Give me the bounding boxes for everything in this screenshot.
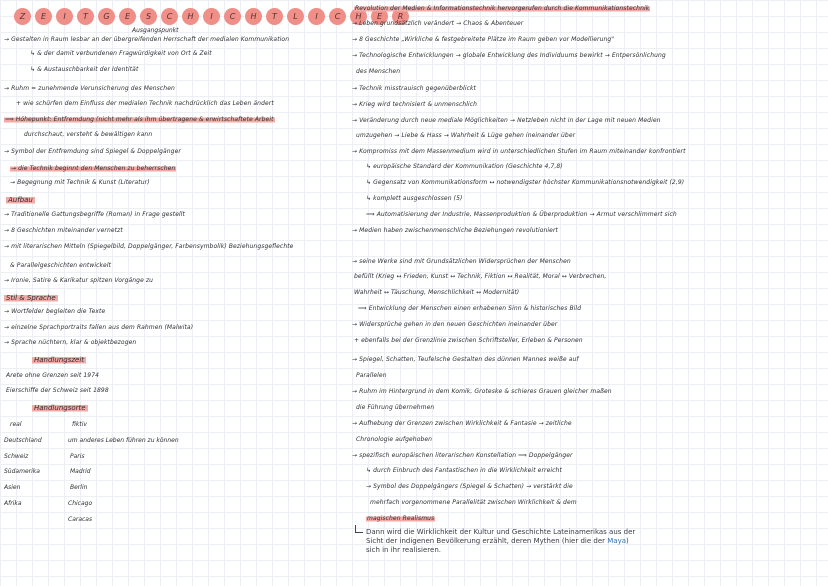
note-line: → Traditionelle Gattungsbegriffe (Roman) in Frage gestellt bbox=[4, 211, 185, 218]
title-letter-circle: R bbox=[392, 8, 409, 25]
title-letter-circle: H bbox=[350, 8, 367, 25]
title-letter-circle: C bbox=[224, 8, 241, 25]
note-line: Wahrheit ↔ Täuschung, Menschlichkeit ↔ Modernität) bbox=[354, 289, 520, 296]
note-line: → 8 Geschichten miteinander vernetzt bbox=[4, 227, 123, 234]
heading-stil-sprache: Stil & Sprache bbox=[6, 294, 56, 302]
note-line: → Gestalten in Raum lesbar an der übergreifenden Herrschaft der medialen Kommunikation bbox=[4, 36, 290, 43]
note-line: des Menschen bbox=[356, 68, 401, 75]
note-line: → Symbol der Entfremdung sind Spiegel & Doppelgänger bbox=[4, 148, 181, 155]
title-letter-circle: L bbox=[287, 8, 304, 25]
note-line bbox=[366, 515, 435, 522]
typed-note-text-end: ) sich in ihr realisieren. bbox=[366, 537, 629, 554]
note-line: → Begegnung mit Technik & Kunst (Literatur) bbox=[10, 179, 150, 186]
place-fiktiv: Paris bbox=[70, 453, 85, 460]
note-line: ↳ europäische Standard der Kommunikation (Geschichte 4,7,8) bbox=[366, 163, 563, 170]
note-line: → Symbol des Doppelgängers (Spiegel & Schatten) → verstärkt die bbox=[366, 483, 573, 490]
title-letter-circle: I bbox=[203, 8, 220, 25]
place-real: Südamerika bbox=[4, 468, 40, 475]
note-line: → Ironie, Satire & Karikatur spitzen Vorgänge zu bbox=[4, 277, 154, 284]
note-line: ⟹ Automatisierung der Industrie, Massenproduktion & Überproduktion → Armut verschlimmert sich bbox=[366, 211, 677, 218]
title-letter-circle: G bbox=[98, 8, 115, 25]
title-banner bbox=[14, 8, 409, 28]
place-fiktiv: fiktiv bbox=[72, 421, 87, 428]
heading-aufbau: Aufbau bbox=[8, 196, 33, 204]
title-letter-circle: I bbox=[56, 8, 73, 25]
note-line: → Sprache nüchtern, klar & objektbezogen bbox=[4, 339, 137, 346]
highlighted-text: magischen Realismus bbox=[367, 515, 435, 522]
place-real: Schweiz bbox=[4, 453, 29, 460]
subtitle-ausgangspunkt: Ausgangspunkt bbox=[132, 27, 179, 34]
note-line: → Kompromiss mit dem Massenmedium wird in unterschiedlichen Stufen im Raum miteinander konfrontiert bbox=[352, 148, 686, 155]
place-fiktiv: Caracas bbox=[68, 516, 93, 523]
note-line: ↳ & Austauschbarkeit der Identität bbox=[30, 66, 139, 73]
note-line bbox=[354, 5, 650, 12]
place-real: Asien bbox=[4, 484, 21, 491]
note-line: ↳ komplett ausgeschlossen (5) bbox=[366, 195, 463, 202]
note-line: → Veränderung durch neue mediale Möglichkeiten → Netzleben nicht in der Lage mit neuen Medien bbox=[352, 117, 661, 124]
heading-handlungszeit: Handlungszeit bbox=[34, 356, 85, 364]
note-line bbox=[10, 165, 176, 172]
note-line: → Ruhm im Hintergrund in dem Komik, Groteske & schieres Grauen gleicher maßen bbox=[352, 388, 612, 395]
note-line: → Krieg wird technisiert & unmenschlich bbox=[352, 101, 478, 108]
corner-arrow-icon bbox=[355, 525, 363, 533]
note-line: Arete ohne Grenzen seit 1974 bbox=[6, 372, 100, 379]
note-line: durchschaut, versteht & bewältigen kann bbox=[24, 131, 153, 138]
note-line: befüllt (Krieg ↔ Frieden, Kunst ↔ Technik, Fiktion ↔ Realität, Moral ↔ Verbrechen, bbox=[354, 273, 607, 280]
note-line: + wie schürfen dem Einfluss der medialen Technik nachdrücklich das Leben ändert bbox=[16, 100, 274, 107]
place-fiktiv: um anderes Leben führen zu können bbox=[68, 437, 179, 444]
title-letter-circle: Z bbox=[14, 8, 31, 25]
note-line: ↳ durch Einbruch des Fantastischen in die Wirklichkeit erreicht bbox=[366, 467, 562, 474]
note-line: → Leben grundsätzlich verändert → Chaos & Abenteuer bbox=[352, 20, 524, 27]
place-fiktiv: Chicago bbox=[68, 500, 93, 507]
note-line: → Technologische Entwicklungen → globale Entwicklung des Individuums bewirkt → Entpersönlichung bbox=[352, 52, 666, 59]
place-real: Deutschland bbox=[4, 437, 42, 444]
note-line bbox=[4, 116, 275, 123]
note-line: → Ruhm = zunehmende Verunsicherung des Menschen bbox=[4, 85, 175, 92]
note-line: → seine Werke sind mit Grundsätzlichen Widersprüchen der Menschen bbox=[352, 258, 571, 265]
note-line: → Medien haben zwischenmenschliche Beziehungen revolutioniert bbox=[352, 227, 558, 234]
note-line: Chronologie aufgehoben bbox=[356, 436, 433, 443]
title-letter-circle: C bbox=[161, 8, 178, 25]
title-letter-circle: S bbox=[140, 8, 157, 25]
place-real: real bbox=[10, 421, 22, 428]
note-line: → Wortfelder begleiten die Texte bbox=[4, 308, 106, 315]
note-line: Eierschiffe der Schweiz seit 1898 bbox=[6, 387, 109, 394]
note-line: ↳ & der damit verbundenen Fragwürdigkeit von Ort & Zeit bbox=[30, 50, 212, 57]
note-line: ⟹ Entwicklung der Menschen einen erhabenen Sinn & historisches Bild bbox=[358, 305, 582, 312]
note-line: umzugehen → Liebe & Hass → Wahrheit & Lüge gehen ineinander über bbox=[356, 132, 576, 139]
note-line: mehrfach vorgenommene Parallelität zwischen Wirklichkeit & dem bbox=[370, 499, 577, 506]
typed-note bbox=[366, 528, 636, 555]
title-letter-circle: E bbox=[119, 8, 136, 25]
title-letter-circle: T bbox=[266, 8, 283, 25]
note-line: → Spiegel, Schatten, Teufelsche Gestalten des dünnen Mannes weiße auf bbox=[352, 356, 579, 363]
highlighted-text: Revolution der Medien & Informationstechnik hervorgerufen durch die Kommunikationstechnik bbox=[355, 5, 650, 12]
heading-handlungsorte: Handlungsorte bbox=[34, 404, 86, 412]
note-line: → Aufhebung der Grenzen zwischen Wirklichkeit & Fantasie → zeitliche bbox=[352, 420, 572, 427]
note-line: → spezifisch europäischen literarischen Konstellation ⟹ Doppelgänger bbox=[352, 452, 573, 459]
note-line: + ebenfalls bei der Grenzlinie zwischen Schriftsteller, Erleben & Personen bbox=[354, 337, 583, 344]
note-line: → mit literarischen Mitteln (Spiegelbild, Doppelgänger, Farbensymbolik) Beziehungsgeflechte bbox=[4, 243, 294, 250]
title-letter-circle: T bbox=[77, 8, 94, 25]
title-letter-circle: C bbox=[329, 8, 346, 25]
highlighted-text: ⟹ Höhepunkt: Entfremdung (nicht mehr als ihm übertragene & erwirtschaftete Arbeit bbox=[5, 116, 274, 123]
note-line: → Widersprüche gehen in den neuen Geschichten ineinander über bbox=[352, 321, 558, 328]
note-line: Parallelen bbox=[356, 372, 387, 379]
note-line: → Technik misstrauisch gegenüberblickt bbox=[352, 85, 477, 92]
place-real: Afrika bbox=[4, 500, 22, 507]
note-line: ↳ Gegensatz von Kommunikationsform ↔ notwendigster höchster Kommunikationsnotwendigkeit (2,9) bbox=[366, 179, 685, 186]
title-letter-circle: H bbox=[245, 8, 262, 25]
place-fiktiv: Berlin bbox=[70, 484, 88, 491]
title-letter-circle: E bbox=[371, 8, 388, 25]
place-fiktiv: Madrid bbox=[70, 468, 91, 475]
note-line: die Führung übernehmen bbox=[356, 404, 435, 411]
title-letter-circle: I bbox=[308, 8, 325, 25]
note-line: → einzelne Sprachportraits fallen aus dem Rahmen (Malwita) bbox=[4, 324, 194, 331]
note-line: & Parallelgeschichten entwickelt bbox=[10, 262, 112, 269]
title-letter-circle: H bbox=[182, 8, 199, 25]
note-line: → 8 Geschichte „Wirkliche & festgebreitete Plätze im Raum geben vor Modellierung" bbox=[352, 36, 615, 43]
highlighted-text: → die Technik beginnt den Menschen zu beherrschen bbox=[11, 165, 176, 172]
typed-note-text: Dann wird die Wirklichkeit der Kultur und Geschichte Lateinamerikas aus der Sicht der indigenen Bevölkerung erzählt, deren Mythen (hier die der bbox=[366, 528, 636, 545]
maya-link[interactable]: Maya bbox=[607, 537, 626, 545]
title-letter-circle: E bbox=[35, 8, 52, 25]
